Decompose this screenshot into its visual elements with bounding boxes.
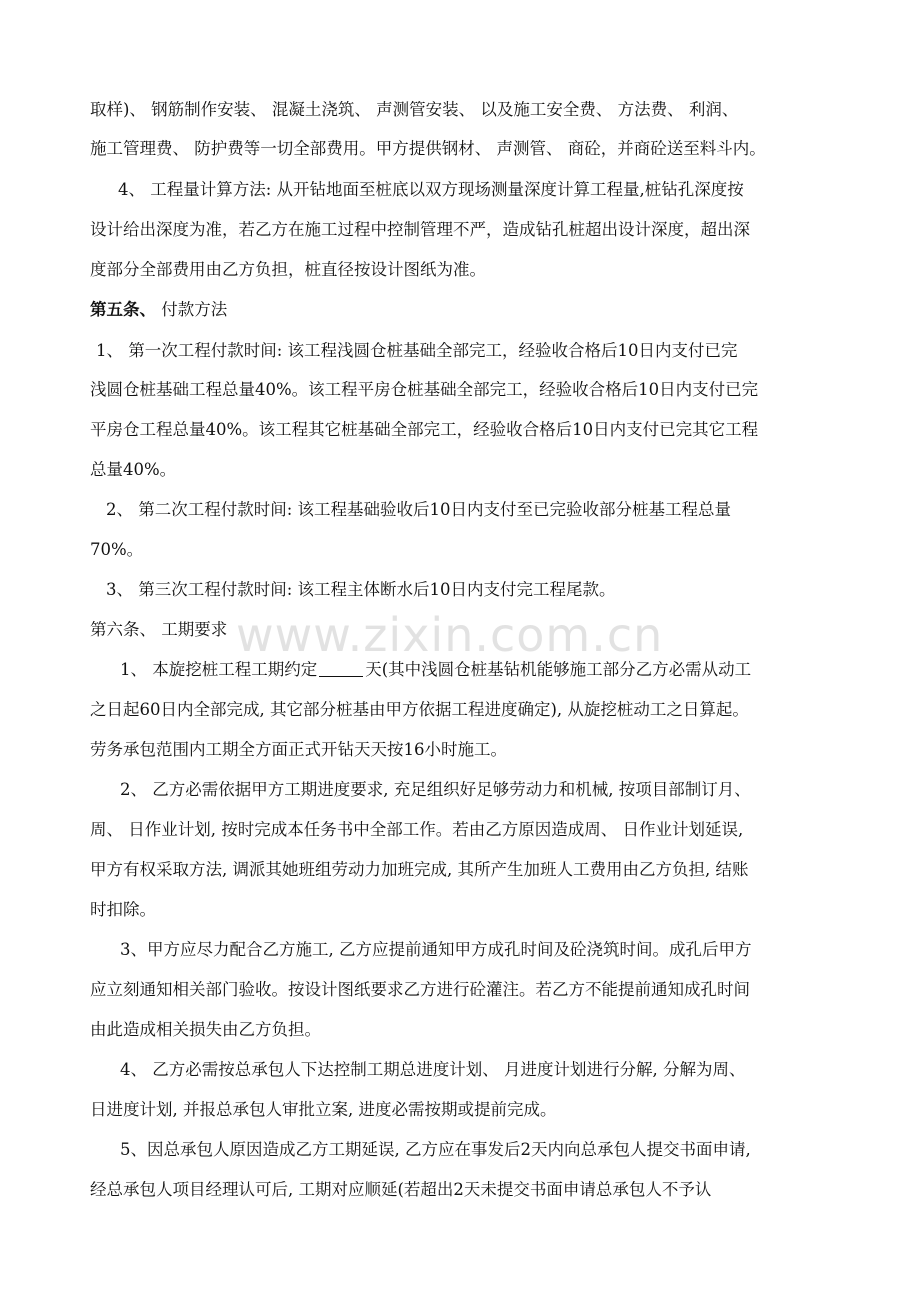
text-line: 平房仓工程总量40%。该工程其它桩基础全部完工，经验收合格后10日内支付已完其它工程 <box>90 420 759 439</box>
text-line: 设计给出深度为准，若乙方在施工过程中控制管理不严，造成钻孔桩超出设计深度，超出深 <box>90 220 750 239</box>
text-line: 劳务承包范围内工期全方面正式开钻天天按16小时施工。 <box>90 740 507 759</box>
text-fragment: 1、 本旋挖桩工程工期约定 <box>120 660 318 679</box>
text-line: 经总承包人项目经理认可后, 工期对应顺延(若超出2天未提交书面申请总承包人不予认 <box>90 1180 712 1199</box>
text-line: 3、甲方应尽力配合乙方施工, 乙方应提前通知甲方成孔时间及砼浇筑时间。成孔后甲方 <box>120 940 752 959</box>
text-line: 施工管理费、 防护费等一切全部费用。甲方提供钢材、 声测管、 商砼，并商砼送至料斗内。 <box>90 139 766 158</box>
text-line: 浅圆仓桩基础工程总量40%。该工程平房仓桩基础全部完工，经验收合格后10日内支付已完 <box>90 380 759 399</box>
section-title: 付款方法 <box>156 300 228 319</box>
text-line-with-blank <box>120 658 880 682</box>
text-line: 日进度计划, 并报总承包人审批立案, 进度必需按期或提前完成。 <box>90 1100 557 1119</box>
text-line: 2、 第二次工程付款时间: 该工程基础验收后10日内支付至已完验收部分桩基工程总量 <box>106 500 732 519</box>
section-heading-6: 第六条、 工期要求 <box>90 620 228 639</box>
section-heading-5 <box>90 298 850 322</box>
text-line: 4、 乙方必需按总承包人下达控制工期总进度计划、 月进度计划进行分解, 分解为周、 <box>120 1060 746 1079</box>
text-line: 时扣除。 <box>90 900 156 919</box>
text-line: 取样)、 钢筋制作安装、 混凝土浇筑、 声测管安装、 以及施工安全费、 方法费、 利润、 <box>90 100 739 119</box>
fill-in-blank <box>319 659 363 677</box>
text-line: 甲方有权采取方法, 调派其她班组劳动力加班完成, 其所产生加班人工费用由乙方负担, 结账 <box>90 860 749 879</box>
text-line: 总量40%。 <box>90 460 177 479</box>
text-line: 3、 第三次工程付款时间: 该工程主体断水后10日内支付完工程尾款。 <box>106 580 616 599</box>
section-number: 第五条、 <box>90 300 156 319</box>
text-line: 5、因总承包人原因造成乙方工期延误, 乙方应在事发后2天内向总承包人提交书面申请, <box>120 1140 751 1159</box>
text-fragment: 天(其中浅圆仓桩基钻机能够施工部分乙方必需从动工 <box>365 660 752 679</box>
text-line: 4、 工程量计算方法: 从开钻地面至桩底以双方现场测量深度计算工程量,桩钻孔深度按 <box>118 180 744 199</box>
text-line: 70%。 <box>90 540 144 559</box>
text-line: 度部分全部费用由乙方负担，桩直径按设计图纸为准。 <box>90 260 486 279</box>
text-line: 之日起60日内全部完成, 其它部分桩基由甲方依据工程进度确定), 从旋挖桩动工之日算起。 <box>90 700 749 719</box>
text-line: 应立刻通知相关部门验收。按设计图纸要求乙方进行砼灌注。若乙方不能提前通知成孔时间 <box>90 980 750 999</box>
text-line: 2、 乙方必需依据甲方工期进度要求, 充足组织好足够劳动力和机械, 按项目部制订月、 <box>120 780 751 799</box>
watermark: www.zixin.com.cn <box>236 608 664 662</box>
text-line: 1、 第一次工程付款时间: 该工程浅圆仓桩基础全部完工，经验收合格后10日内支付已完 <box>96 341 738 360</box>
text-line: 周、 日作业计划, 按时完成本任务书中全部工作。若由乙方原因造成周、 日作业计划延误, <box>90 820 744 839</box>
text-line: 由此造成相关损失由乙方负担。 <box>90 1020 321 1039</box>
